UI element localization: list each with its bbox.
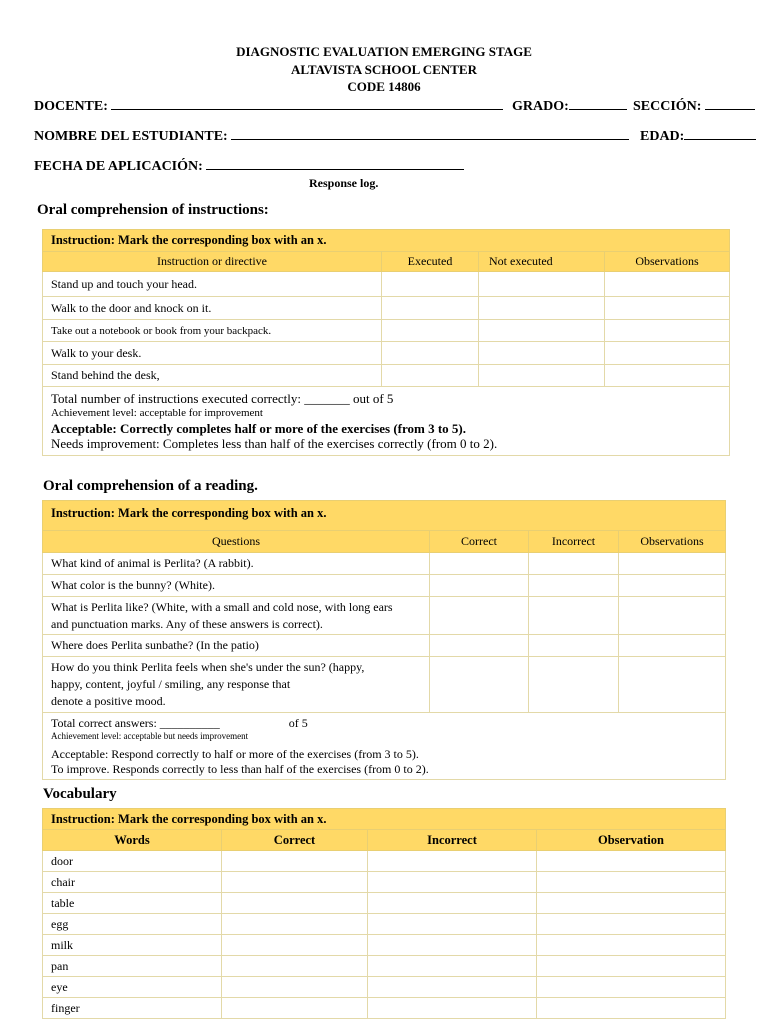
incorrect-cell[interactable] <box>368 851 537 872</box>
word-cell: egg <box>43 914 222 935</box>
needs-improvement-criteria: Needs improvement: Completes less than half of the exercises correctly (from 0 to 2). <box>51 436 498 451</box>
incorrect-cell[interactable] <box>368 956 537 977</box>
incorrect-cell[interactable] <box>368 998 537 1019</box>
correct-cell[interactable] <box>222 956 368 977</box>
total-label: Total number of instructions executed correctly: <box>51 391 301 406</box>
correct-cell[interactable] <box>222 998 368 1019</box>
question-cell: Where does Perlita sunbathe? (In the patio) <box>43 635 430 657</box>
question-cell: What color is the bunny? (White). <box>43 575 430 597</box>
word-cell: table <box>43 893 222 914</box>
seccion-label: SECCIÓN: <box>633 99 702 114</box>
executed-cell[interactable] <box>382 365 479 387</box>
correct-cell[interactable] <box>430 657 529 713</box>
correct-cell[interactable] <box>222 851 368 872</box>
edad-label: EDAD: <box>640 129 685 144</box>
column-header: Observations <box>619 531 726 553</box>
docente-input-line[interactable] <box>111 97 503 110</box>
not-executed-cell[interactable] <box>479 272 605 297</box>
observation-cell[interactable] <box>537 998 726 1019</box>
column-header: Observation <box>537 830 726 851</box>
observation-cell[interactable] <box>537 893 726 914</box>
edad-input-line[interactable] <box>684 127 756 140</box>
question-cell <box>43 597 430 635</box>
column-header: Executed <box>382 252 479 272</box>
word-cell: milk <box>43 935 222 956</box>
table-row <box>43 914 726 935</box>
incorrect-cell[interactable] <box>368 893 537 914</box>
section1-instruction: Instruction: Mark the corresponding box with an x. <box>43 230 730 252</box>
correct-cell[interactable] <box>222 872 368 893</box>
section3-instruction: Instruction: Mark the corresponding box with an x. <box>43 809 726 830</box>
correct-cell[interactable] <box>222 977 368 998</box>
table-row <box>43 657 726 713</box>
not-executed-cell[interactable] <box>479 365 605 387</box>
acceptable-criteria: Acceptable: Correctly completes half or more of the exercises (from 3 to 5). <box>51 421 467 436</box>
observations-cell[interactable] <box>605 297 730 320</box>
observation-cell[interactable] <box>537 851 726 872</box>
incorrect-cell[interactable] <box>529 597 619 635</box>
grado-label: GRADO: <box>512 99 569 114</box>
question-line: denote a positive mood. <box>51 694 166 708</box>
incorrect-cell[interactable] <box>368 977 537 998</box>
total-blank[interactable]: _______ <box>304 391 350 406</box>
column-header: Observations <box>605 252 730 272</box>
observations-cell[interactable] <box>619 657 726 713</box>
incorrect-cell[interactable] <box>529 657 619 713</box>
observation-cell[interactable] <box>537 872 726 893</box>
instruction-cell: Walk to your desk. <box>43 342 382 365</box>
incorrect-cell[interactable] <box>529 553 619 575</box>
summary-cell <box>43 387 730 456</box>
grado-field <box>512 97 627 115</box>
table-row <box>43 342 730 365</box>
observations-cell[interactable] <box>605 342 730 365</box>
correct-cell[interactable] <box>430 553 529 575</box>
not-executed-cell[interactable] <box>479 320 605 342</box>
table-row <box>43 272 730 297</box>
document-title: DIAGNOSTIC EVALUATION EMERGING STAGE <box>236 44 532 59</box>
summary-row <box>43 713 726 780</box>
docente-field <box>34 97 503 115</box>
table-row <box>43 977 726 998</box>
reading-table <box>42 500 726 780</box>
table-row <box>43 872 726 893</box>
edad-field <box>640 127 756 145</box>
grado-input-line[interactable] <box>569 97 627 110</box>
total-executed <box>51 391 721 406</box>
question-line: How do you think Perlita feels when she's under the sun? (happy, <box>51 660 365 674</box>
achievement-level: Achievement level: acceptable for improvement <box>51 407 263 419</box>
section2-instruction: Instruction: Mark the corresponding box with an x. <box>43 501 726 531</box>
observations-cell[interactable] <box>619 553 726 575</box>
nombre-field <box>34 127 629 145</box>
question-line: happy, content, joyful / smiling, any response that <box>51 677 291 691</box>
correct-cell[interactable] <box>222 893 368 914</box>
observations-cell[interactable] <box>619 635 726 657</box>
total-blank[interactable]: __________ <box>159 716 220 730</box>
observations-cell[interactable] <box>605 320 730 342</box>
nombre-label: NOMBRE DEL ESTUDIANTE: <box>34 129 228 144</box>
incorrect-cell[interactable] <box>368 935 537 956</box>
observations-cell[interactable] <box>619 597 726 635</box>
table-row <box>43 297 730 320</box>
executed-cell[interactable] <box>382 297 479 320</box>
question-cell <box>43 657 430 713</box>
total-suffix: out of 5 <box>352 391 394 406</box>
achievement-level: Achievement level: acceptable but needs improvement <box>51 731 249 741</box>
incorrect-cell[interactable] <box>529 635 619 657</box>
column-header: Incorrect <box>529 531 619 553</box>
column-header: Not executed <box>479 252 605 272</box>
not-executed-cell[interactable] <box>479 297 605 320</box>
word-cell: pan <box>43 956 222 977</box>
column-header: Correct <box>430 531 529 553</box>
seccion-field <box>633 97 755 115</box>
correct-cell[interactable] <box>430 597 529 635</box>
table-row <box>43 553 726 575</box>
table-row <box>43 597 726 635</box>
table-row <box>43 575 726 597</box>
section1-title: Oral comprehension of instructions: <box>37 202 269 218</box>
column-header: Incorrect <box>368 830 537 851</box>
section2-title: Oral comprehension of a reading. <box>43 478 258 494</box>
executed-cell[interactable] <box>382 342 479 365</box>
observation-cell[interactable] <box>537 935 726 956</box>
school-code: CODE 14806 <box>347 79 421 94</box>
table-row <box>43 935 726 956</box>
observations-cell[interactable] <box>605 365 730 387</box>
section3-title: Vocabulary <box>43 786 117 802</box>
column-header: Correct <box>222 830 368 851</box>
observation-cell[interactable] <box>537 914 726 935</box>
observations-cell[interactable] <box>619 575 726 597</box>
executed-cell[interactable] <box>382 272 479 297</box>
incorrect-cell[interactable] <box>368 872 537 893</box>
total-suffix: of 5 <box>288 716 308 730</box>
instruction-cell: Stand behind the desk, <box>43 365 382 387</box>
improve-criteria: To improve. Responds correctly to less than half of the exercises (from 0 to 2). <box>51 762 429 776</box>
correct-cell[interactable] <box>222 914 368 935</box>
fecha-input-line[interactable] <box>206 157 464 170</box>
table-row <box>43 956 726 977</box>
instruction-cell: Walk to the door and knock on it. <box>43 297 382 320</box>
correct-cell[interactable] <box>430 575 529 597</box>
docente-label: DOCENTE: <box>34 99 108 114</box>
school-name: ALTAVISTA SCHOOL CENTER <box>291 62 477 77</box>
instruction-cell: Stand up and touch your head. <box>43 272 382 297</box>
correct-cell[interactable] <box>430 635 529 657</box>
instructions-table <box>42 229 730 456</box>
observation-cell[interactable] <box>537 977 726 998</box>
question-cell: What kind of animal is Perlita? (A rabbit). <box>43 553 430 575</box>
word-cell: eye <box>43 977 222 998</box>
summary-cell <box>43 713 726 780</box>
nombre-input-line[interactable] <box>231 127 629 140</box>
vocabulary-table <box>42 808 726 1019</box>
table-row <box>43 851 726 872</box>
summary-row <box>43 387 730 456</box>
word-cell: door <box>43 851 222 872</box>
table-row <box>43 893 726 914</box>
table-row <box>43 320 730 342</box>
question-line: What is Perlita like? (White, with a small and cold nose, with long ears <box>51 599 393 614</box>
column-header: Instruction or directive <box>43 252 382 272</box>
executed-cell[interactable] <box>382 320 479 342</box>
fecha-label: FECHA DE APLICACIÓN: <box>34 159 203 174</box>
word-cell: chair <box>43 872 222 893</box>
observation-cell[interactable] <box>537 956 726 977</box>
table-row <box>43 365 730 387</box>
acceptable-criteria: Acceptable: Respond correctly to half or more of the exercises (from 3 to 5). <box>51 747 419 761</box>
word-cell: finger <box>43 998 222 1019</box>
instruction-cell: Take out a notebook or book from your backpack. <box>43 320 382 342</box>
table-row <box>43 998 726 1019</box>
response-log-label: Response log. <box>309 176 379 190</box>
total-label: Total correct answers: <box>51 716 157 730</box>
incorrect-cell[interactable] <box>368 914 537 935</box>
observations-cell[interactable] <box>605 272 730 297</box>
correct-cell[interactable] <box>222 935 368 956</box>
incorrect-cell[interactable] <box>529 575 619 597</box>
total-correct <box>51 716 717 731</box>
column-header: Words <box>43 830 222 851</box>
column-header: Questions <box>43 531 430 553</box>
table-row <box>43 635 726 657</box>
not-executed-cell[interactable] <box>479 342 605 365</box>
seccion-input-line[interactable] <box>705 97 755 110</box>
fecha-field <box>34 157 464 175</box>
question-line: and punctuation marks. Any of these answers is correct). <box>51 616 323 631</box>
